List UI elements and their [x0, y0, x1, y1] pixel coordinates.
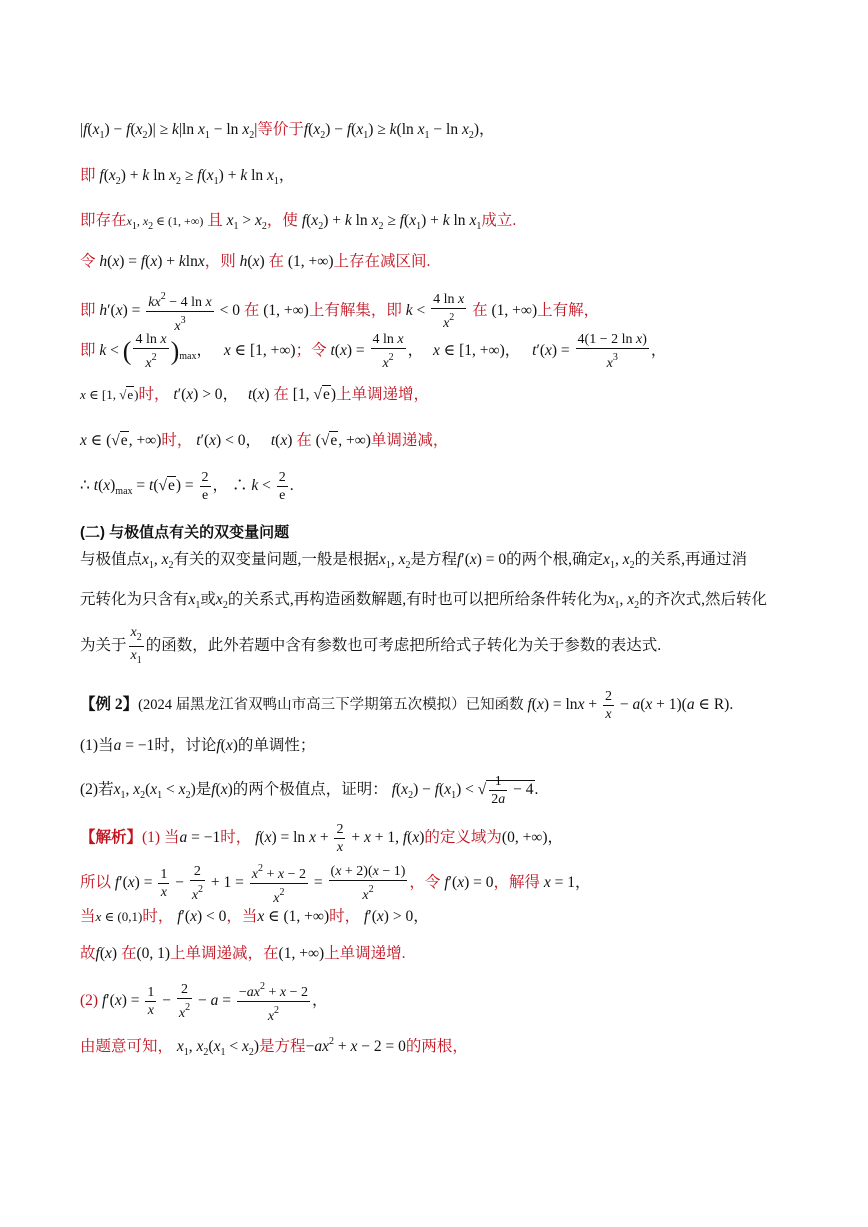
sol-text: ，当 [226, 908, 258, 925]
para-text: 是方程 [410, 551, 457, 568]
sol-text: 是方程 [259, 1038, 306, 1055]
section-heading: (二) 与极值点有关的双变量问题 [80, 524, 290, 541]
sol-text: (1) 当 [142, 829, 180, 846]
text-l3c: ，使 [266, 212, 298, 229]
solution-line-6: 由题意可知， $x_1$, $x_2(x_1 < x_2)$是方程$-ax^2 + x - 2 = 0$的两根， [80, 1036, 468, 1058]
sol-text: 的两根， [405, 1038, 468, 1055]
text-l3b: 且 [207, 212, 223, 229]
solution-line-4: 故f(x) 在(0, 1)上单调递减，在(1, +∞)上单调递增. [80, 945, 406, 962]
q2-text: (2)若 [80, 781, 114, 798]
solution-line-1: 【解析】(1) 当a = −1时， f(x) = ln x + $\frac{2}{x}$ + x + 1, f(x)的定义域为(0, +∞)， [80, 821, 564, 855]
text-l4a: 令 [80, 253, 96, 270]
text-l3a: 即存在 [80, 212, 127, 229]
q1-text: 时，讨论 [154, 737, 217, 754]
example-source: (2024 届黑龙江省双鸭山市高三下学期第五次模拟）已知函数 [138, 697, 524, 714]
example-statement: 【例 2】(2024 届黑龙江省双鸭山市高三下学期第五次模拟）已知函数 f(x) = lnx + $\frac{2}{x}$ − a(x + 1)(a ∈ R). [80, 689, 734, 722]
text-l4c: 在 [268, 253, 284, 270]
sol-text: 上单调递增. [324, 945, 406, 962]
text-l5d: 在 [472, 302, 488, 320]
solution-line-5: (2) f′(x) = $\frac{1}{x}$ − $\frac{2}{x^2}$ − a = $\frac{-ax^2 + x - 2}{x^2}$ ， [80, 978, 328, 1025]
para-text: 的关系,再通过消 [634, 551, 747, 568]
sol-text: 时， [142, 908, 174, 925]
sol-text: 在 [120, 945, 137, 962]
sol-text: 上单调递减，在 [170, 945, 279, 962]
math-line-2: 即 $f(x_2) + k$ $\ln x_2 \ge f(x_1) + k$ $\ln x_1$， [80, 167, 295, 187]
text-l5e: 上有解， [537, 302, 600, 320]
para-text: 元转化为只含有 [80, 591, 189, 608]
q1-text: 的单调性； [237, 737, 316, 754]
math-line-3: 即存在$x_1$, $x_2$ ∈ (1, +∞) 且 $x_1 > x_2$，使 $f(x_2) + k$ $\ln x_2 \ge f(x_1) + k$ $\ln x_1$成立. [80, 212, 517, 232]
text-l7b: 在 [273, 386, 289, 403]
sol-text: ，解得 [493, 874, 540, 892]
text-l8c: 单调递减， [370, 432, 449, 449]
text-l7c: 上单调递增， [336, 386, 430, 403]
math-line-1: $|f(x_1) - f(x_2)| \ge k|\ln$ $x_1 - \ln x_2|$等价于$f(x_2) - f(x_1) \ge k(\ln$ $x_1 - \ln x_2$)， [80, 121, 495, 141]
section-para-line-1: 与极值点$x_1$, $x_2$有关的双变量问题,一般是根据$x_1$, $x_2$是方程f′(x) = 0的两个根,确定$x_1$, $x_2$的关系,再通过消 [80, 551, 747, 571]
text-l4b: ，则 [204, 253, 236, 270]
para-text: 为关于 [80, 637, 127, 655]
solution-line-3: 当x ∈ (0,1)时， f′(x) < 0，当x ∈ (1, +∞)时， f′(x) > 0， [80, 908, 429, 925]
text-ji: 即 [80, 167, 96, 184]
section-para-line-3: 为关于 $\frac{x_2}{x_1}$ 的函数，此外若题中含有参数也可考虑把所给式子转化为关于参数的表达式. [80, 625, 662, 666]
text-l6b: ；令 [295, 342, 327, 360]
sol-text: 故 [80, 945, 96, 962]
sol-text: 所以 [80, 874, 112, 892]
text-equivalent: 等价于 [257, 121, 304, 138]
solution-line-2: 所以 f′(x) = $\frac{1}{x}$ − $\frac{2}{x^2}$ + 1 = $\frac{x^2 + x - 2}{x^2}$ = $\frac{(x + 2)(x - 1)}{x^2}$ ，令 f′(x) = 0，解得 x = 1， [80, 860, 591, 907]
para-text: 或 [200, 591, 216, 608]
text-l5b: 在 [243, 302, 260, 320]
solution-label: 【解析】 [80, 829, 143, 846]
math-line-5: 即 h′(x) = $\frac{kx^2 - 4 \ln x}{x^3}$ < 0 在 (1, +∞)上有解集，即 k < $\frac{\text{4 ln x}}{x^2}$ 在 (1, +∞)上有解， [80, 288, 599, 335]
math-line-7: x ∈ [1, √e)时， t′(x) > 0， t(x) 在 [1, √e)上单调递增， [80, 386, 430, 403]
text-l8a: 时， [161, 432, 193, 449]
sol-text: 由题意可知， [80, 1038, 174, 1055]
text-l7a: 时， [138, 386, 170, 403]
example-label: 【例 2】 [80, 696, 139, 714]
sol-text: 的定义域为 [424, 829, 502, 846]
math-line-8: x ∈ (√e, +∞)时， t′(x) < 0， t(x) 在 (√e, +∞)单调递减， [80, 432, 449, 449]
q2-text: 的两个极值点，证明： [232, 781, 388, 798]
q2-text: 是 [195, 781, 212, 798]
math-line-9: ∴ $t(x)_{max} = t(√e)$ = $\frac{2}{e}$ ， ∴ k < $\frac{2}{e}$ . [80, 469, 294, 503]
para-text: 与极值点 [80, 551, 143, 568]
math-line-6: 即 k < ( $\frac{\text{4 ln x}}{x^2}$ )$_{max}$， x ∈ [1, +∞)；令 t(x) = $\frac{\text{4 ln x}}{x^2}$ ， x ∈ [1, +∞)， t′(x) = $\frac{\text{4(1 − 2 ln x)}}{x^3}$ ， [80, 332, 667, 371]
text-l3d: 成立. [481, 212, 517, 229]
sol-text: 时， [329, 908, 361, 925]
sol-text: 时， [220, 829, 252, 846]
text-l8b: 在 [296, 432, 312, 449]
text-l4d: 上存在减区间. [333, 253, 431, 270]
sol-text: 当 [80, 908, 96, 925]
para-text: 的关系式,再构造函数解题,有时也可以把所给条件转化为 [227, 591, 608, 608]
text-l5a: 即 [80, 302, 96, 320]
para-text: 的齐次式,然后转化 [639, 591, 767, 608]
text-l6a: 即 [80, 342, 96, 360]
q1-text: (1)当 [80, 737, 114, 754]
text-l5c: 上有解集，即 [308, 302, 402, 320]
sol-text: (2) [80, 992, 99, 1010]
para-text: 有关的双变量问题,一般是根据 [173, 551, 379, 568]
section-para-line-2: 元转化为只含有$x_1$或$x_2$的关系式,再构造函数解题,有时也可以把所给条件转化为$x_1$, $x_2$的齐次式,然后转化 [80, 591, 767, 611]
sol-text: ，令 [409, 874, 441, 892]
question-1: (1)当a = −1时，讨论f(x)的单调性； [80, 737, 316, 754]
para-text: 的两个根,确定 [506, 551, 604, 568]
math-line-4: 令 h(x) = f(x) + klnx，则 h(x) 在 (1, +∞)上存在减区间. [80, 253, 431, 270]
para-text: 的函数，此外若题中含有参数也可考虑把所给式子转化为关于参数的表达式. [145, 637, 662, 655]
question-2: (2)若$x_1$, $x_2(x_1 < x_2)$是f(x)的两个极值点，证明： $f(x_2) - f(x_1)$ < √ $\frac{1}{2a}$ − 4. [80, 773, 539, 807]
